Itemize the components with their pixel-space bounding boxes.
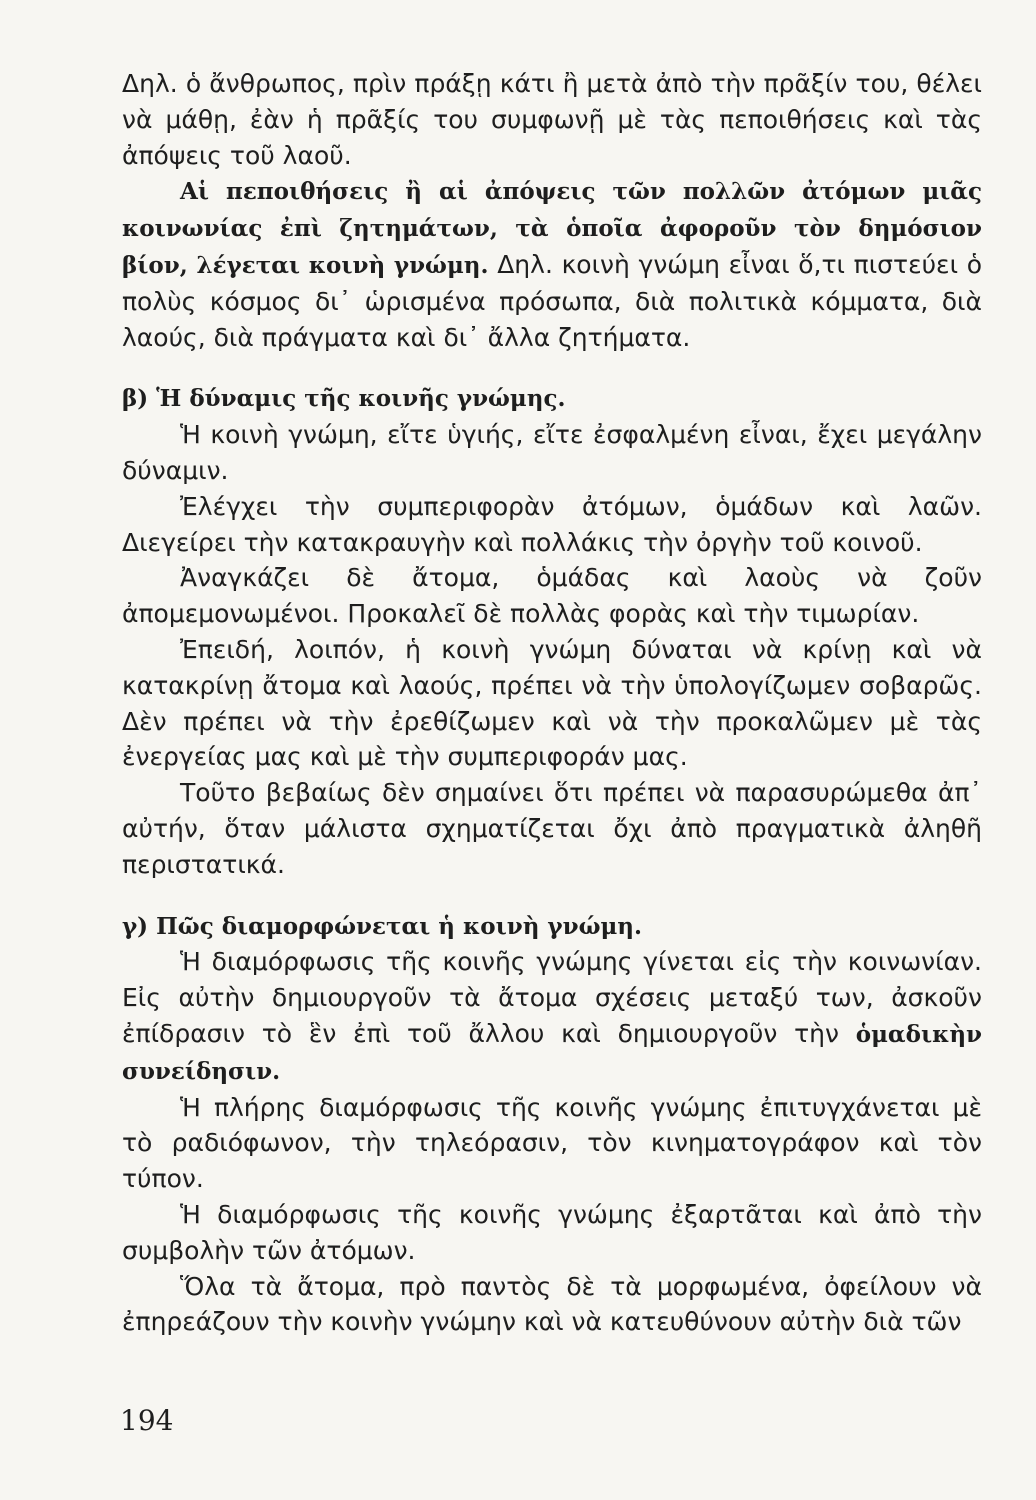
body-text (122, 66, 982, 1340)
page-number: 194 (120, 1404, 174, 1437)
section-heading-c: γ) Πῶς διαμορφώνεται ἡ κοινὴ γνώμη. (122, 912, 643, 940)
paragraph-3: Ἡ κοινὴ γνώμη, εἴτε ὑγιής, εἴτε ἐσφαλμένη εἶναι, ἔχει μεγάλην δύναμιν. (122, 420, 982, 485)
paragraph-4: Ἐλέγχει τὴν συμπεριφορὰν ἀτόμων, ὁμάδων καὶ λαῶν. Διεγείρει τὴν κατακραυγὴν καὶ πολλάκις τὴν ὀργὴν τοῦ κοινοῦ. (122, 491, 982, 557)
paragraph-7: Τοῦτο βεβαίως δὲν σημαίνει ὅτι πρέπει νὰ παρασυρώμεθα ἀπ᾽ αὐτήν, ὅταν μάλιστα σχηματίζεται ὄχι ἀπὸ πραγματικὰ ἀληθῆ περιστατικά. (122, 778, 982, 879)
paragraph-9: Ἡ πλήρης διαμόρφωσις τῆς κοινῆς γνώμης ἐπιτυγχάνεται μὲ τὸ ραδιόφωνον, τὴν τηλεόρασιν, τὸν κινηματογράφον καὶ τὸν τύπον. (122, 1092, 982, 1194)
paragraph-8-text: Ἡ διαμόρφωσις τῆς κοινῆς γνώμης γίνεται εἰς τὴν κοινωνίαν. Εἰς αὐτὴν δημιουργοῦν τὰ ἄτομα σχέσεις μεταξύ των, ἀσκοῦν ἐπίδρασιν τὸ ἓν ἐπὶ τοῦ ἄλλου καὶ δημιουργοῦν τὴν (122, 947, 982, 1048)
paragraph-2-text: Δηλ. κοινὴ γνώμη εἶναι ὅ,τι πιστεύει ὁ πολὺς κόσμος δι᾽ ὡρισμένα πρόσωπα, διὰ πολιτικὰ κόμματα, διὰ λαούς, διὰ πράγματα καὶ δι᾽ ἄλλα ζητήματα. (122, 249, 982, 352)
paragraph-2 (122, 173, 982, 355)
paragraph-10: Ἡ διαμόρφωσις τῆς κοινῆς γνώμης ἐξαρτᾶται καὶ ἀπὸ τὴν συμβολὴν τῶν ἀτόμων. (122, 1199, 982, 1265)
group-consciousness-bold: ὁμαδικὴν συνείδησιν. (122, 1020, 982, 1085)
paragraph-1: Δηλ. ὁ ἄνθρωπος, πρὶν πράξῃ κάτι ἢ μετὰ ἀπὸ τὴν πρᾶξίν του, θέλει νὰ μάθῃ, ἐὰν ἡ πρᾶξίς του συμφωνῇ μὲ τὰς πεποιθήσεις καὶ τὰς ἀπόψεις τοῦ λαοῦ. (122, 69, 982, 170)
paragraph-6: Ἐπειδή, λοιπόν, ἡ κοινὴ γνώμη δύναται νὰ κρίνῃ καὶ νὰ κατακρίνῃ ἄτομα καὶ λαούς, πρέπει νὰ τὴν ὑπολογίζωμεν σοβαρῶς. Δὲν πρέπει νὰ τὴν ἐρεθίζωμεν καὶ νὰ τὴν προκαλῶμεν μὲ τὰς ἐνεργείας μας καὶ μὲ τὴν συμπεριφοράν μας. (122, 634, 982, 772)
definition-bold-text: Αἱ πεποιθήσεις ἢ αἱ ἀπόψεις τῶν πολλῶν ἀτόμων μιᾶς κοινωνίας ἐπὶ ζητημάτων, τὰ ὁποῖα ἀφοροῦν τὸν δημόσιον βίον, λέγεται κοινὴ γνώμη. (122, 178, 982, 279)
paragraph-8 (122, 944, 982, 1089)
section-heading-b: β) Ἡ δύναμις τῆς κοινῆς γνώμης. (122, 385, 566, 413)
paragraph-11: Ὅλα τὰ ἄτομα, πρὸ παντὸς δὲ τὰ μορφωμένα, ὀφείλουν νὰ ἐπηρεάζουν τὴν κοινὴν γνώμην καὶ νὰ κατευθύνουν αὐτὴν διὰ τῶν (122, 1271, 982, 1337)
paragraph-5: Ἀναγκάζει δὲ ἄτομα, ὁμάδας καὶ λαοὺς νὰ ζοῦν ἀπομεμονωμένοι. Προκαλεῖ δὲ πολλὰς φορὰς καὶ τὴν τιμωρίαν. (122, 563, 982, 629)
